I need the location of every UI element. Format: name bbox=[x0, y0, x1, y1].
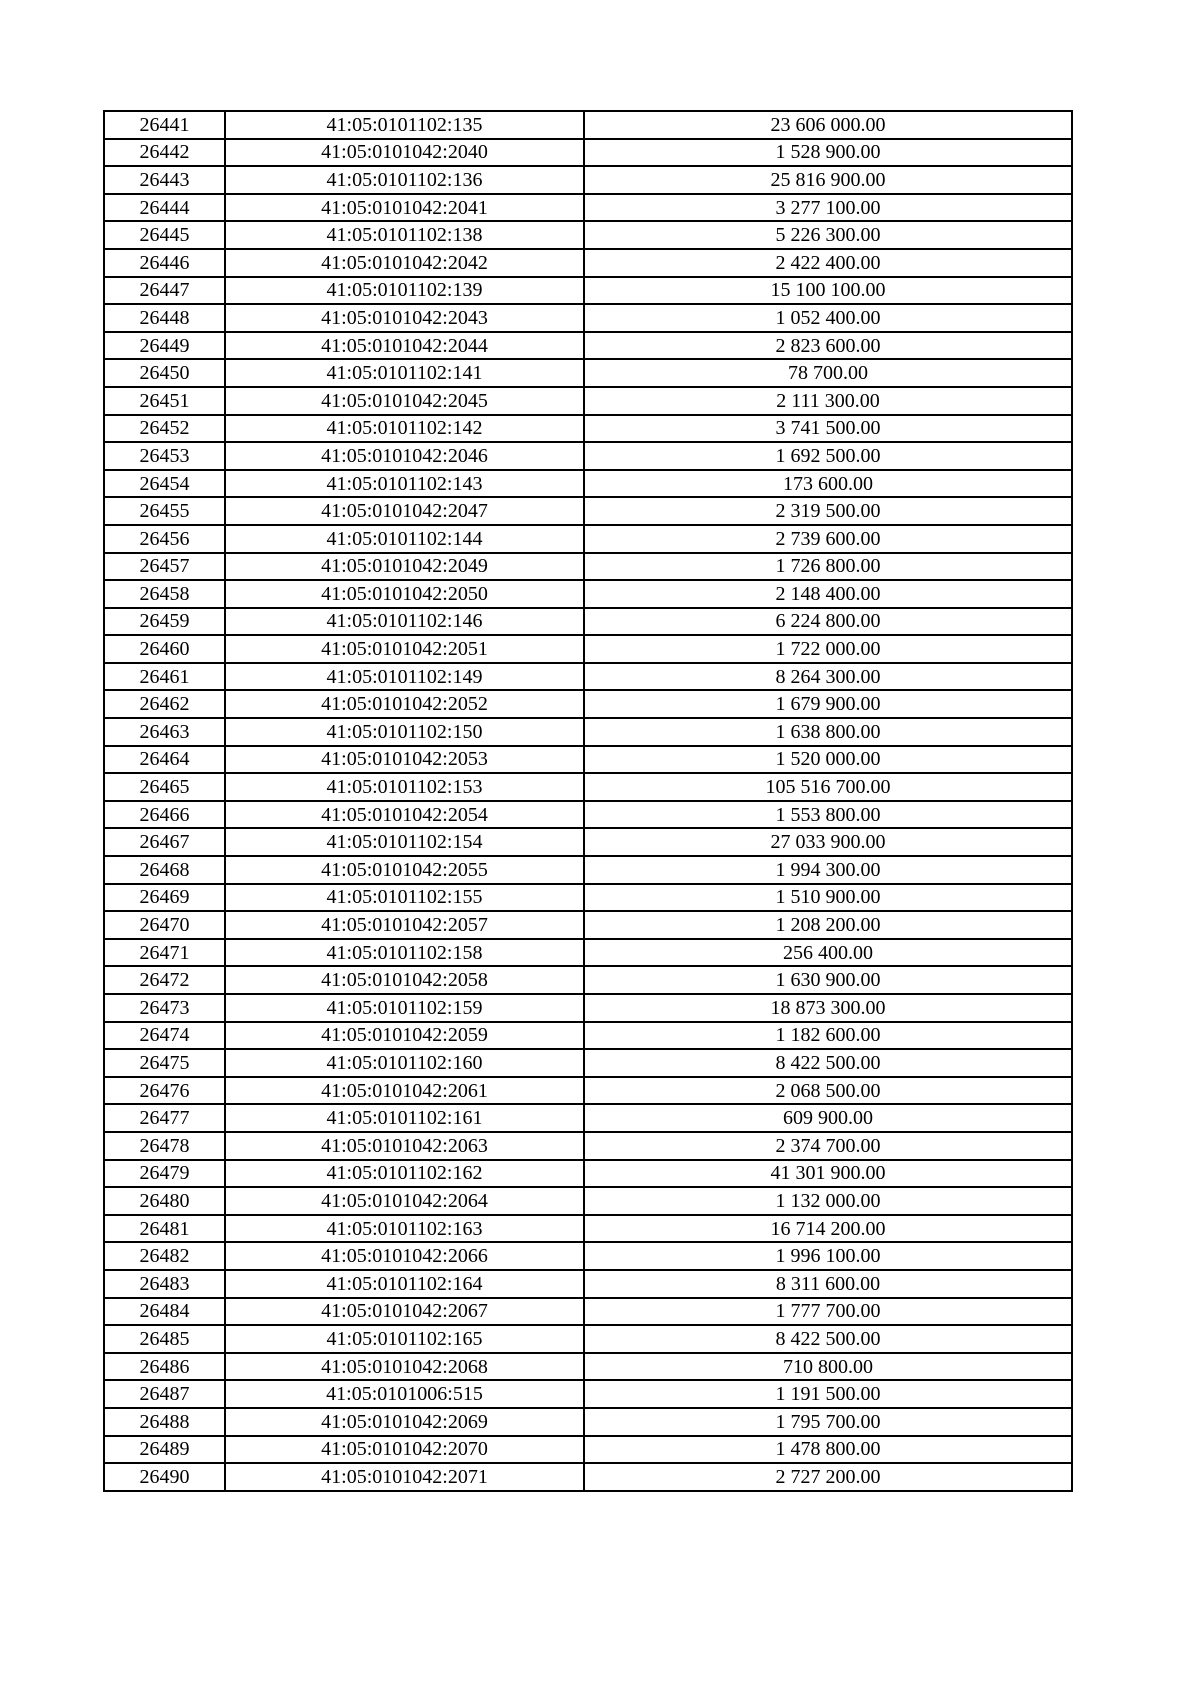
cadastral-number-cell: 41:05:0101042:2058 bbox=[225, 966, 584, 994]
cadastral-value-cell: 1 528 900.00 bbox=[584, 139, 1072, 167]
cadastral-value-table bbox=[103, 110, 1073, 1492]
cadastral-number-cell: 41:05:0101042:2067 bbox=[225, 1298, 584, 1326]
cadastral-value-cell: 1 208 200.00 bbox=[584, 911, 1072, 939]
cadastral-number-cell: 41:05:0101102:150 bbox=[225, 718, 584, 746]
cadastral-value-cell: 2 319 500.00 bbox=[584, 497, 1072, 525]
cadastral-value-cell: 1 182 600.00 bbox=[584, 1022, 1072, 1050]
table-row bbox=[104, 718, 1072, 746]
cadastral-value-cell: 1 132 000.00 bbox=[584, 1187, 1072, 1215]
cadastral-number-cell: 41:05:0101102:155 bbox=[225, 884, 584, 912]
cadastral-number-cell: 41:05:0101102:139 bbox=[225, 277, 584, 305]
row-number-cell: 26449 bbox=[104, 332, 225, 360]
cadastral-value-cell: 8 264 300.00 bbox=[584, 663, 1072, 691]
cadastral-value-cell: 1 722 000.00 bbox=[584, 635, 1072, 663]
cadastral-number-cell: 41:05:0101102:163 bbox=[225, 1215, 584, 1243]
table-row bbox=[104, 1463, 1072, 1491]
row-number-cell: 26444 bbox=[104, 194, 225, 222]
row-number-cell: 26479 bbox=[104, 1160, 225, 1188]
row-number-cell: 26469 bbox=[104, 884, 225, 912]
table-row bbox=[104, 497, 1072, 525]
table-row bbox=[104, 194, 1072, 222]
row-number-cell: 26456 bbox=[104, 525, 225, 553]
cadastral-value-cell: 1 692 500.00 bbox=[584, 442, 1072, 470]
cadastral-number-cell: 41:05:0101042:2045 bbox=[225, 387, 584, 415]
table-row bbox=[104, 1270, 1072, 1298]
table-row bbox=[104, 1353, 1072, 1381]
row-number-cell: 26459 bbox=[104, 608, 225, 636]
cadastral-value-cell: 1 777 700.00 bbox=[584, 1298, 1072, 1326]
table-row bbox=[104, 856, 1072, 884]
cadastral-number-cell: 41:05:0101042:2066 bbox=[225, 1242, 584, 1270]
table-row bbox=[104, 580, 1072, 608]
row-number-cell: 26445 bbox=[104, 221, 225, 249]
cadastral-value-cell: 1 630 900.00 bbox=[584, 966, 1072, 994]
row-number-cell: 26461 bbox=[104, 663, 225, 691]
row-number-cell: 26453 bbox=[104, 442, 225, 470]
row-number-cell: 26460 bbox=[104, 635, 225, 663]
table-row bbox=[104, 1298, 1072, 1326]
table-row bbox=[104, 608, 1072, 636]
cadastral-value-cell: 3 741 500.00 bbox=[584, 415, 1072, 443]
table-row bbox=[104, 1408, 1072, 1436]
cadastral-number-cell: 41:05:0101042:2052 bbox=[225, 690, 584, 718]
cadastral-value-cell: 1 726 800.00 bbox=[584, 553, 1072, 581]
row-number-cell: 26462 bbox=[104, 690, 225, 718]
row-number-cell: 26488 bbox=[104, 1408, 225, 1436]
row-number-cell: 26468 bbox=[104, 856, 225, 884]
cadastral-value-cell: 1 996 100.00 bbox=[584, 1242, 1072, 1270]
cadastral-number-cell: 41:05:0101042:2061 bbox=[225, 1077, 584, 1105]
table-row bbox=[104, 111, 1072, 139]
row-number-cell: 26463 bbox=[104, 718, 225, 746]
table-row bbox=[104, 139, 1072, 167]
row-number-cell: 26448 bbox=[104, 304, 225, 332]
table-row bbox=[104, 690, 1072, 718]
row-number-cell: 26443 bbox=[104, 166, 225, 194]
table-row bbox=[104, 277, 1072, 305]
cadastral-number-cell: 41:05:0101102:146 bbox=[225, 608, 584, 636]
table-row bbox=[104, 801, 1072, 829]
table-row bbox=[104, 773, 1072, 801]
cadastral-value-cell: 2 727 200.00 bbox=[584, 1463, 1072, 1491]
cadastral-number-cell: 41:05:0101102:135 bbox=[225, 111, 584, 139]
cadastral-number-cell: 41:05:0101042:2068 bbox=[225, 1353, 584, 1381]
cadastral-value-cell: 8 311 600.00 bbox=[584, 1270, 1072, 1298]
cadastral-value-cell: 105 516 700.00 bbox=[584, 773, 1072, 801]
cadastral-value-cell: 2 374 700.00 bbox=[584, 1132, 1072, 1160]
row-number-cell: 26455 bbox=[104, 497, 225, 525]
cadastral-number-cell: 41:05:0101102:165 bbox=[225, 1325, 584, 1353]
cadastral-value-cell: 1 553 800.00 bbox=[584, 801, 1072, 829]
table-body bbox=[104, 111, 1072, 1491]
row-number-cell: 26478 bbox=[104, 1132, 225, 1160]
row-number-cell: 26475 bbox=[104, 1049, 225, 1077]
row-number-cell: 26470 bbox=[104, 911, 225, 939]
table-row bbox=[104, 415, 1072, 443]
cadastral-number-cell: 41:05:0101102:161 bbox=[225, 1104, 584, 1132]
table-row bbox=[104, 939, 1072, 967]
table-row bbox=[104, 746, 1072, 774]
cadastral-value-cell: 710 800.00 bbox=[584, 1353, 1072, 1381]
cadastral-value-cell: 23 606 000.00 bbox=[584, 111, 1072, 139]
cadastral-value-cell: 27 033 900.00 bbox=[584, 828, 1072, 856]
table-row bbox=[104, 304, 1072, 332]
row-number-cell: 26476 bbox=[104, 1077, 225, 1105]
cadastral-value-cell: 1 638 800.00 bbox=[584, 718, 1072, 746]
cadastral-number-cell: 41:05:0101042:2054 bbox=[225, 801, 584, 829]
cadastral-value-cell: 2 739 600.00 bbox=[584, 525, 1072, 553]
cadastral-number-cell: 41:05:0101102:159 bbox=[225, 994, 584, 1022]
cadastral-value-cell: 1 052 400.00 bbox=[584, 304, 1072, 332]
cadastral-number-cell: 41:05:0101042:2044 bbox=[225, 332, 584, 360]
cadastral-number-cell: 41:05:0101102:136 bbox=[225, 166, 584, 194]
table-row bbox=[104, 387, 1072, 415]
row-number-cell: 26451 bbox=[104, 387, 225, 415]
cadastral-value-cell: 6 224 800.00 bbox=[584, 608, 1072, 636]
cadastral-value-cell: 78 700.00 bbox=[584, 359, 1072, 387]
cadastral-number-cell: 41:05:0101042:2049 bbox=[225, 553, 584, 581]
table-row bbox=[104, 1325, 1072, 1353]
table-row bbox=[104, 663, 1072, 691]
row-number-cell: 26466 bbox=[104, 801, 225, 829]
row-number-cell: 26441 bbox=[104, 111, 225, 139]
table-row bbox=[104, 221, 1072, 249]
cadastral-number-cell: 41:05:0101042:2055 bbox=[225, 856, 584, 884]
cadastral-number-cell: 41:05:0101102:142 bbox=[225, 415, 584, 443]
cadastral-number-cell: 41:05:0101042:2042 bbox=[225, 249, 584, 277]
cadastral-value-cell: 2 111 300.00 bbox=[584, 387, 1072, 415]
row-number-cell: 26489 bbox=[104, 1436, 225, 1464]
row-number-cell: 26467 bbox=[104, 828, 225, 856]
table-row bbox=[104, 828, 1072, 856]
cadastral-value-cell: 1 679 900.00 bbox=[584, 690, 1072, 718]
table-row bbox=[104, 1132, 1072, 1160]
row-number-cell: 26457 bbox=[104, 553, 225, 581]
table-row bbox=[104, 1242, 1072, 1270]
cadastral-number-cell: 41:05:0101042:2041 bbox=[225, 194, 584, 222]
cadastral-value-cell: 2 068 500.00 bbox=[584, 1077, 1072, 1105]
cadastral-number-cell: 41:05:0101102:162 bbox=[225, 1160, 584, 1188]
table-row bbox=[104, 332, 1072, 360]
table-row bbox=[104, 1380, 1072, 1408]
table-row bbox=[104, 1104, 1072, 1132]
cadastral-value-cell: 2 148 400.00 bbox=[584, 580, 1072, 608]
table-row bbox=[104, 470, 1072, 498]
table-row bbox=[104, 525, 1072, 553]
row-number-cell: 26458 bbox=[104, 580, 225, 608]
cadastral-number-cell: 41:05:0101042:2051 bbox=[225, 635, 584, 663]
cadastral-value-cell: 5 226 300.00 bbox=[584, 221, 1072, 249]
cadastral-value-cell: 15 100 100.00 bbox=[584, 277, 1072, 305]
row-number-cell: 26452 bbox=[104, 415, 225, 443]
row-number-cell: 26473 bbox=[104, 994, 225, 1022]
table-row bbox=[104, 553, 1072, 581]
cadastral-number-cell: 41:05:0101102:141 bbox=[225, 359, 584, 387]
cadastral-value-cell: 2 823 600.00 bbox=[584, 332, 1072, 360]
table-row bbox=[104, 994, 1072, 1022]
table-row bbox=[104, 911, 1072, 939]
table-row bbox=[104, 1436, 1072, 1464]
cadastral-number-cell: 41:05:0101042:2063 bbox=[225, 1132, 584, 1160]
row-number-cell: 26447 bbox=[104, 277, 225, 305]
cadastral-number-cell: 41:05:0101102:138 bbox=[225, 221, 584, 249]
row-number-cell: 26474 bbox=[104, 1022, 225, 1050]
table-row bbox=[104, 884, 1072, 912]
row-number-cell: 26487 bbox=[104, 1380, 225, 1408]
cadastral-value-cell: 16 714 200.00 bbox=[584, 1215, 1072, 1243]
table-row bbox=[104, 1215, 1072, 1243]
row-number-cell: 26484 bbox=[104, 1298, 225, 1326]
cadastral-number-cell: 41:05:0101102:160 bbox=[225, 1049, 584, 1077]
cadastral-value-cell: 2 422 400.00 bbox=[584, 249, 1072, 277]
cadastral-number-cell: 41:05:0101042:2069 bbox=[225, 1408, 584, 1436]
cadastral-value-cell: 256 400.00 bbox=[584, 939, 1072, 967]
cadastral-number-cell: 41:05:0101042:2053 bbox=[225, 746, 584, 774]
table-row bbox=[104, 1187, 1072, 1215]
row-number-cell: 26483 bbox=[104, 1270, 225, 1298]
row-number-cell: 26464 bbox=[104, 746, 225, 774]
row-number-cell: 26471 bbox=[104, 939, 225, 967]
table-row bbox=[104, 359, 1072, 387]
cadastral-number-cell: 41:05:0101042:2043 bbox=[225, 304, 584, 332]
cadastral-value-cell: 25 816 900.00 bbox=[584, 166, 1072, 194]
cadastral-number-cell: 41:05:0101042:2071 bbox=[225, 1463, 584, 1491]
cadastral-number-cell: 41:05:0101042:2040 bbox=[225, 139, 584, 167]
cadastral-value-cell: 1 994 300.00 bbox=[584, 856, 1072, 884]
cadastral-number-cell: 41:05:0101042:2059 bbox=[225, 1022, 584, 1050]
row-number-cell: 26480 bbox=[104, 1187, 225, 1215]
cadastral-number-cell: 41:05:0101042:2070 bbox=[225, 1436, 584, 1464]
table-row bbox=[104, 1077, 1072, 1105]
cadastral-value-cell: 41 301 900.00 bbox=[584, 1160, 1072, 1188]
cadastral-number-cell: 41:05:0101042:2050 bbox=[225, 580, 584, 608]
row-number-cell: 26446 bbox=[104, 249, 225, 277]
cadastral-value-cell: 8 422 500.00 bbox=[584, 1049, 1072, 1077]
cadastral-number-cell: 41:05:0101042:2064 bbox=[225, 1187, 584, 1215]
cadastral-number-cell: 41:05:0101102:149 bbox=[225, 663, 584, 691]
table-row bbox=[104, 1022, 1072, 1050]
table-row bbox=[104, 635, 1072, 663]
table-row bbox=[104, 442, 1072, 470]
cadastral-value-cell: 8 422 500.00 bbox=[584, 1325, 1072, 1353]
cadastral-number-cell: 41:05:0101102:164 bbox=[225, 1270, 584, 1298]
row-number-cell: 26482 bbox=[104, 1242, 225, 1270]
cadastral-number-cell: 41:05:0101042:2047 bbox=[225, 497, 584, 525]
cadastral-value-cell: 18 873 300.00 bbox=[584, 994, 1072, 1022]
cadastral-value-cell: 3 277 100.00 bbox=[584, 194, 1072, 222]
cadastral-value-cell: 1 478 800.00 bbox=[584, 1436, 1072, 1464]
table-row bbox=[104, 966, 1072, 994]
row-number-cell: 26442 bbox=[104, 139, 225, 167]
cadastral-number-cell: 41:05:0101042:2046 bbox=[225, 442, 584, 470]
cadastral-number-cell: 41:05:0101102:158 bbox=[225, 939, 584, 967]
table-row bbox=[104, 249, 1072, 277]
cadastral-value-cell: 1 510 900.00 bbox=[584, 884, 1072, 912]
cadastral-number-cell: 41:05:0101102:143 bbox=[225, 470, 584, 498]
row-number-cell: 26477 bbox=[104, 1104, 225, 1132]
cadastral-value-cell: 1 795 700.00 bbox=[584, 1408, 1072, 1436]
cadastral-value-cell: 1 191 500.00 bbox=[584, 1380, 1072, 1408]
cadastral-number-cell: 41:05:0101102:153 bbox=[225, 773, 584, 801]
row-number-cell: 26485 bbox=[104, 1325, 225, 1353]
row-number-cell: 26454 bbox=[104, 470, 225, 498]
row-number-cell: 26490 bbox=[104, 1463, 225, 1491]
cadastral-value-cell: 609 900.00 bbox=[584, 1104, 1072, 1132]
table-row bbox=[104, 166, 1072, 194]
cadastral-number-cell: 41:05:0101042:2057 bbox=[225, 911, 584, 939]
cadastral-value-cell: 1 520 000.00 bbox=[584, 746, 1072, 774]
cadastral-number-cell: 41:05:0101102:154 bbox=[225, 828, 584, 856]
row-number-cell: 26472 bbox=[104, 966, 225, 994]
cadastral-value-cell: 173 600.00 bbox=[584, 470, 1072, 498]
cadastral-number-cell: 41:05:0101006:515 bbox=[225, 1380, 584, 1408]
row-number-cell: 26486 bbox=[104, 1353, 225, 1381]
row-number-cell: 26481 bbox=[104, 1215, 225, 1243]
table-row bbox=[104, 1160, 1072, 1188]
row-number-cell: 26465 bbox=[104, 773, 225, 801]
cadastral-number-cell: 41:05:0101102:144 bbox=[225, 525, 584, 553]
table-row bbox=[104, 1049, 1072, 1077]
row-number-cell: 26450 bbox=[104, 359, 225, 387]
